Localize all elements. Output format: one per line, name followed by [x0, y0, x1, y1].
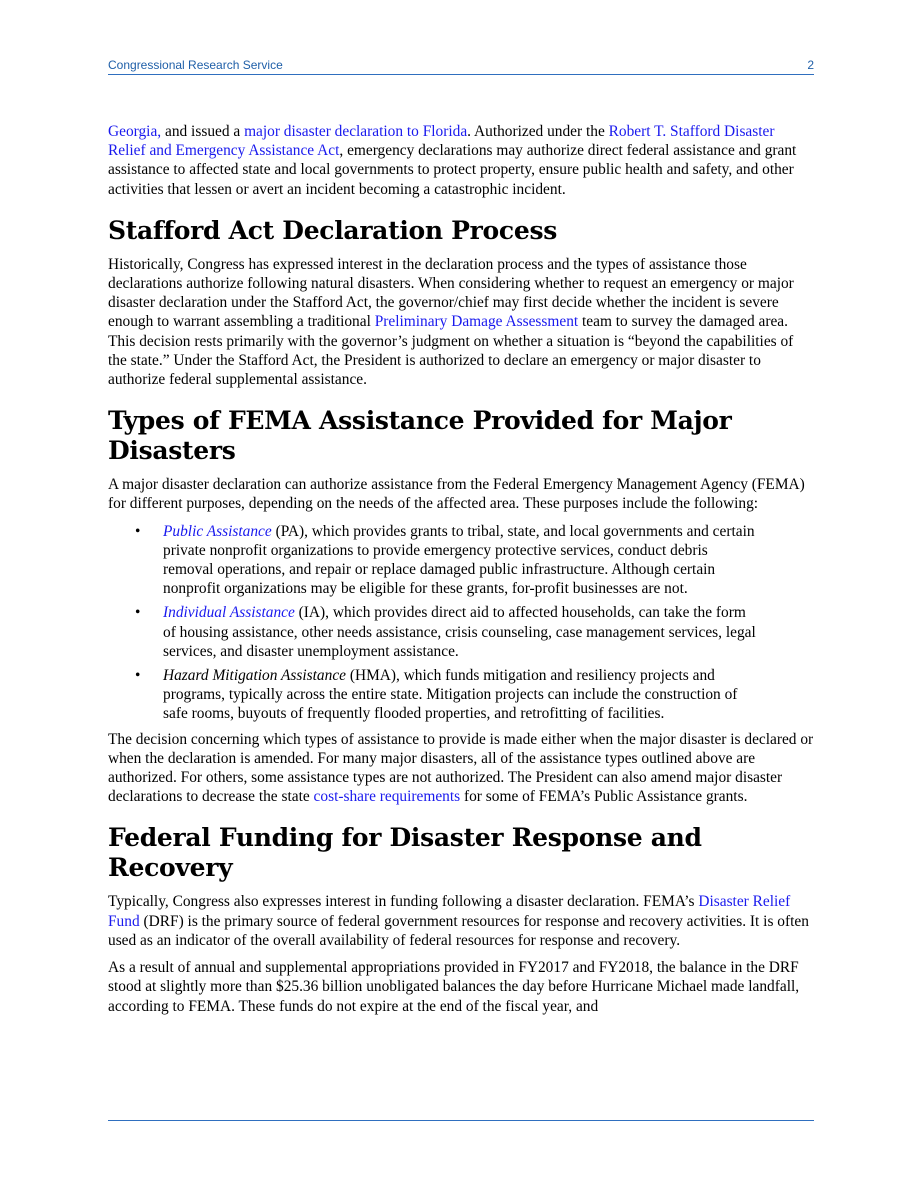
cost-share-link[interactable]: cost-share requirements [313, 788, 461, 806]
individual-assistance-term: Individual Assistance [163, 604, 295, 622]
list-item-individual-assistance [135, 603, 758, 661]
bullet-icon: • [135, 604, 141, 622]
public-assistance-term: Public Assistance [163, 522, 272, 540]
assistance-closing-paragraph [108, 730, 814, 807]
individual-assistance-link[interactable] [163, 604, 295, 621]
bullet-icon: • [135, 522, 141, 540]
document-body [108, 122, 814, 1024]
assistance-types-list [108, 522, 814, 724]
footer-divider [108, 1120, 814, 1121]
funding-paragraph-1 [108, 892, 814, 950]
funding-text-1: Typically, Congress also expresses interest in funding following a disaster declaration. FEMA’s [108, 893, 699, 911]
hazard-mitigation-term: Hazard Mitigation Assistance [163, 667, 346, 685]
public-assistance-link[interactable] [163, 523, 272, 540]
intro-text-2: . Authorized under the [467, 123, 609, 140]
intro-text-3: , emergency declarations may authorize direct federal assistance and grant assistance to affected state and local governments to protect property, ensure public health and safety, and other activities that lessen or avert an incident becoming a catastrophic incident. [108, 142, 797, 198]
declaration-text-2: team to survey the damaged area. This decision rests primarily with the governor’s judgment on whether a situation is “beyond the capabilities of the state.” Under the Stafford Act, the President is authorized to declare an emergency or major disaster to authorize federal supplemental assistance. [108, 313, 794, 389]
funding-text-2: (DRF) is the primary source of federal government resources for response and recovery activities. It is often used as an indicator of the overall availability of federal resources for response and recovery. [108, 912, 809, 949]
declaration-text-1: Historically, Congress has expressed interest in the declaration process and the types of assistance those declarations authorize following natural disasters. When considering whether to request an emergency or major disaster declaration under the Stafford Act, the governor/chief may first decide whether the incident is severe enough to warrant assembling a traditional [108, 255, 794, 331]
assistance-intro-paragraph: A major disaster declaration can authorize assistance from the Federal Emergency Management Agency (FEMA) for different purposes, depending on the needs of the affected area. These purposes include the following: [108, 476, 805, 513]
georgia-link[interactable]: Georgia, [108, 123, 162, 140]
list-item-hazard-mitigation [135, 666, 758, 724]
closing-text-2: for some of FEMA’s Public Assistance grants. [460, 788, 748, 806]
list-item-public-assistance [135, 522, 758, 599]
closing-text-1: The decision concerning which types of assistance to provide is made either when the major disaster is declared or when the declaration is amended. For many major disasters, all of the assistance types outlined above are authorized. For others, some assistance types are not authorized. The President can also amend major disaster declarations to decrease the state [108, 730, 814, 806]
pda-link[interactable]: Preliminary Damage Assessment [374, 313, 579, 331]
page-number: 2 [807, 58, 814, 72]
individual-assistance-text: (IA), which provides direct aid to affected households, can take the form of housing assistance, other needs assistance, crisis counseling, case management services, legal services, and disaster unemployment assistance. [163, 604, 756, 660]
section-heading-federal-funding: Federal Funding for Disaster Response and Recovery [108, 823, 702, 883]
declaration-process-paragraph [108, 255, 814, 389]
page-header [108, 56, 814, 75]
intro-paragraph [108, 122, 814, 199]
hazard-mitigation-text: (HMA), which funds mitigation and resiliency projects and programs, typically across the entire state. Mitigation projects can include the construction of safe rooms, buyouts of frequently flooded properties, and retrofitting of facilities. [163, 667, 738, 723]
section-heading-declaration-process: Stafford Act Declaration Process [108, 215, 558, 245]
funding-paragraph-2: As a result of annual and supplemental appropriations provided in FY2017 and FY2018, the balance in the DRF stood at slightly more than $25.36 billion unobligated balances the day before Hurricane Michael made landfall, according to FEMA. These funds do not expire at the end of the fiscal year, and [108, 959, 800, 1015]
disaster-relief-fund-link[interactable]: Disaster Relief Fund [108, 893, 791, 930]
section-heading-assistance-types: Types of FEMA Assistance Provided for Major Disasters [108, 406, 732, 466]
header-publisher: Congressional Research Service [108, 58, 283, 72]
public-assistance-text: (PA), which provides grants to tribal, state, and local governments and certain private nonprofit organizations to provide emergency protective services, conduct debris removal operations, and repair or replace damaged public infrastructure. Although certain nonprofit organizations may be eligible for these grants, for-profit businesses are not. [163, 522, 755, 598]
florida-declaration-link[interactable]: major disaster declaration to Florida [244, 123, 468, 140]
intro-text-1: and issued a [161, 123, 245, 140]
stafford-act-link[interactable]: Robert T. Stafford Disaster Relief and Emergency Assistance Act [108, 123, 775, 160]
bullet-icon: • [135, 667, 141, 685]
